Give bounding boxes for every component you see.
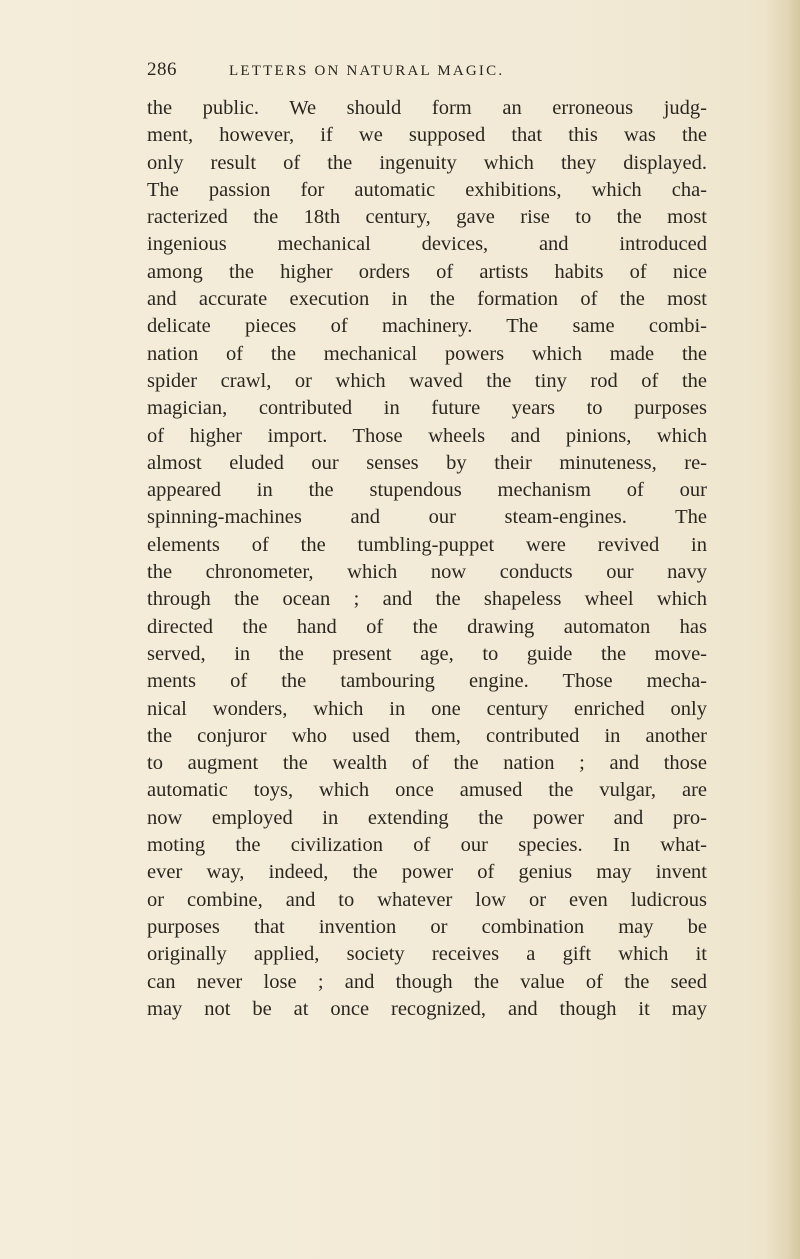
text-line: may not be at once recognized, and though it may: [147, 997, 707, 1020]
page-edge-shadow: [766, 0, 800, 1259]
text-line: now employed in extending the power and pro-: [147, 806, 707, 829]
text-line: ingenious mechanical devices, and introduced: [147, 233, 707, 256]
text-line: only result of the ingenuity which they displayed.: [147, 151, 707, 174]
text-line: originally applied, society receives a gift which it: [147, 943, 707, 966]
text-line: spider crawl, or which waved the tiny rod of the: [147, 369, 707, 392]
text-line: magician, contributed in future years to purposes: [147, 397, 707, 420]
text-line: ever way, indeed, the power of genius may invent: [147, 861, 707, 884]
text-line: appeared in the stupendous mechanism of our: [147, 479, 707, 502]
text-line: The passion for automatic exhibitions, which cha-: [147, 178, 707, 201]
body-paragraph: [147, 95, 707, 1023]
text-line: automatic toys, which once amused the vulgar, are: [147, 779, 707, 802]
text-line: purposes that invention or combination may be: [147, 915, 707, 938]
text-line: the chronometer, which now conducts our navy: [147, 561, 707, 584]
text-line: directed the hand of the drawing automaton has: [147, 615, 707, 638]
text-line: nical wonders, which in one century enriched only: [147, 697, 707, 720]
text-line: ment, however, if we supposed that this was the: [147, 124, 707, 147]
text-line: ments of the tambouring engine. Those mecha-: [147, 670, 707, 693]
text-line: served, in the present age, to guide the move-: [147, 642, 707, 665]
text-line: or combine, and to whatever low or even ludicrous: [147, 888, 707, 911]
text-line: racterized the 18th century, gave rise to the most: [147, 206, 707, 229]
text-line: of higher import. Those wheels and pinions, which: [147, 424, 707, 447]
text-line: can never lose ; and though the value of the seed: [147, 970, 707, 993]
text-line: almost eluded our senses by their minuteness, re-: [147, 451, 707, 474]
text-line: and accurate execution in the formation of the most: [147, 288, 707, 311]
text-line: the public. We should form an erroneous judg-: [147, 97, 707, 119]
text-line: moting the civilization of our species. In what-: [147, 834, 707, 857]
running-title: LETTERS ON NATURAL MAGIC.: [229, 63, 505, 79]
text-line: delicate pieces of machinery. The same combi-: [147, 315, 707, 338]
page-number: 286: [147, 59, 177, 80]
text-line: nation of the mechanical powers which made the: [147, 342, 707, 365]
text-line: through the ocean ; and the shapeless wheel which: [147, 588, 707, 611]
page-header: [147, 59, 504, 83]
text-line: spinning-machines and our steam-engines. The: [147, 506, 707, 529]
text-line: the conjuror who used them, contributed in another: [147, 724, 707, 747]
text-line: elements of the tumbling-puppet were revived in: [147, 533, 707, 556]
text-line: among the higher orders of artists habits of nice: [147, 260, 707, 283]
text-line: to augment the wealth of the nation ; and those: [147, 752, 707, 775]
